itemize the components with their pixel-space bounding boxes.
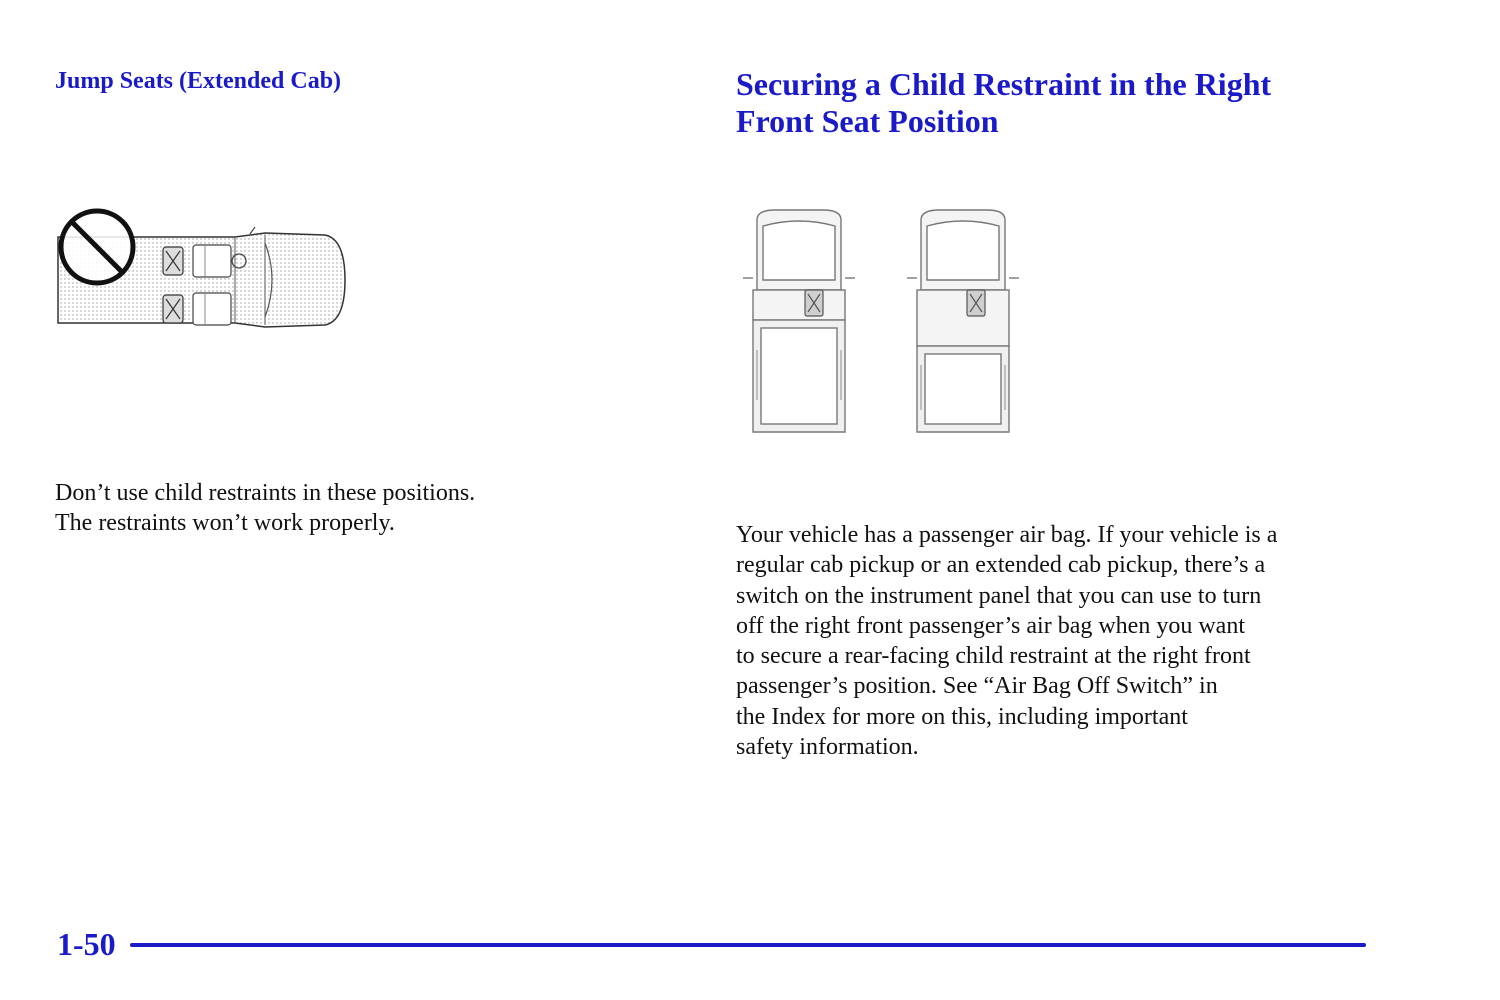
text-line: safety information. [736,734,919,761]
jump-seats-subheading: Jump Seats (Extended Cab) [55,68,342,94]
page-title [736,66,1376,140]
text-line: passenger’s position. See “Air Bag Off Switch” in [736,673,1218,700]
right-front-seat-figure [735,200,1025,450]
jump-seats-prohibited-figure [55,205,355,350]
page-number: 1-50 [57,926,116,962]
text-line: off the right front passenger’s air bag when you want [736,612,1245,639]
prohibited-icon [61,211,133,283]
text-line: to secure a rear-facing child restraint at the right front [736,643,1251,670]
extended-cab-topview-icon [907,210,1019,432]
title-line: Front Seat Position [736,103,999,139]
title-line: Securing a Child Restraint in the Right [736,66,1272,102]
child-restraint-icon [967,290,985,316]
text-line: the Index for more on this, including important [736,703,1188,730]
text-line: switch on the instrument panel that you can use to turn [736,582,1262,609]
air-bag-info-text [736,520,1277,762]
footer-rule [130,943,1366,947]
jump-seats-warning-text [55,478,475,539]
text-line: Your vehicle has a passenger air bag. If your vehicle is a [736,522,1278,548]
child-restraint-icon [805,290,823,316]
regular-cab-topview-icon [743,210,855,432]
text-line: Don’t use child restraints in these positions. [55,480,476,506]
text-line: The restraints won’t work properly. [55,510,395,537]
text-line: regular cab pickup or an extended cab pickup, there’s a [736,552,1266,579]
